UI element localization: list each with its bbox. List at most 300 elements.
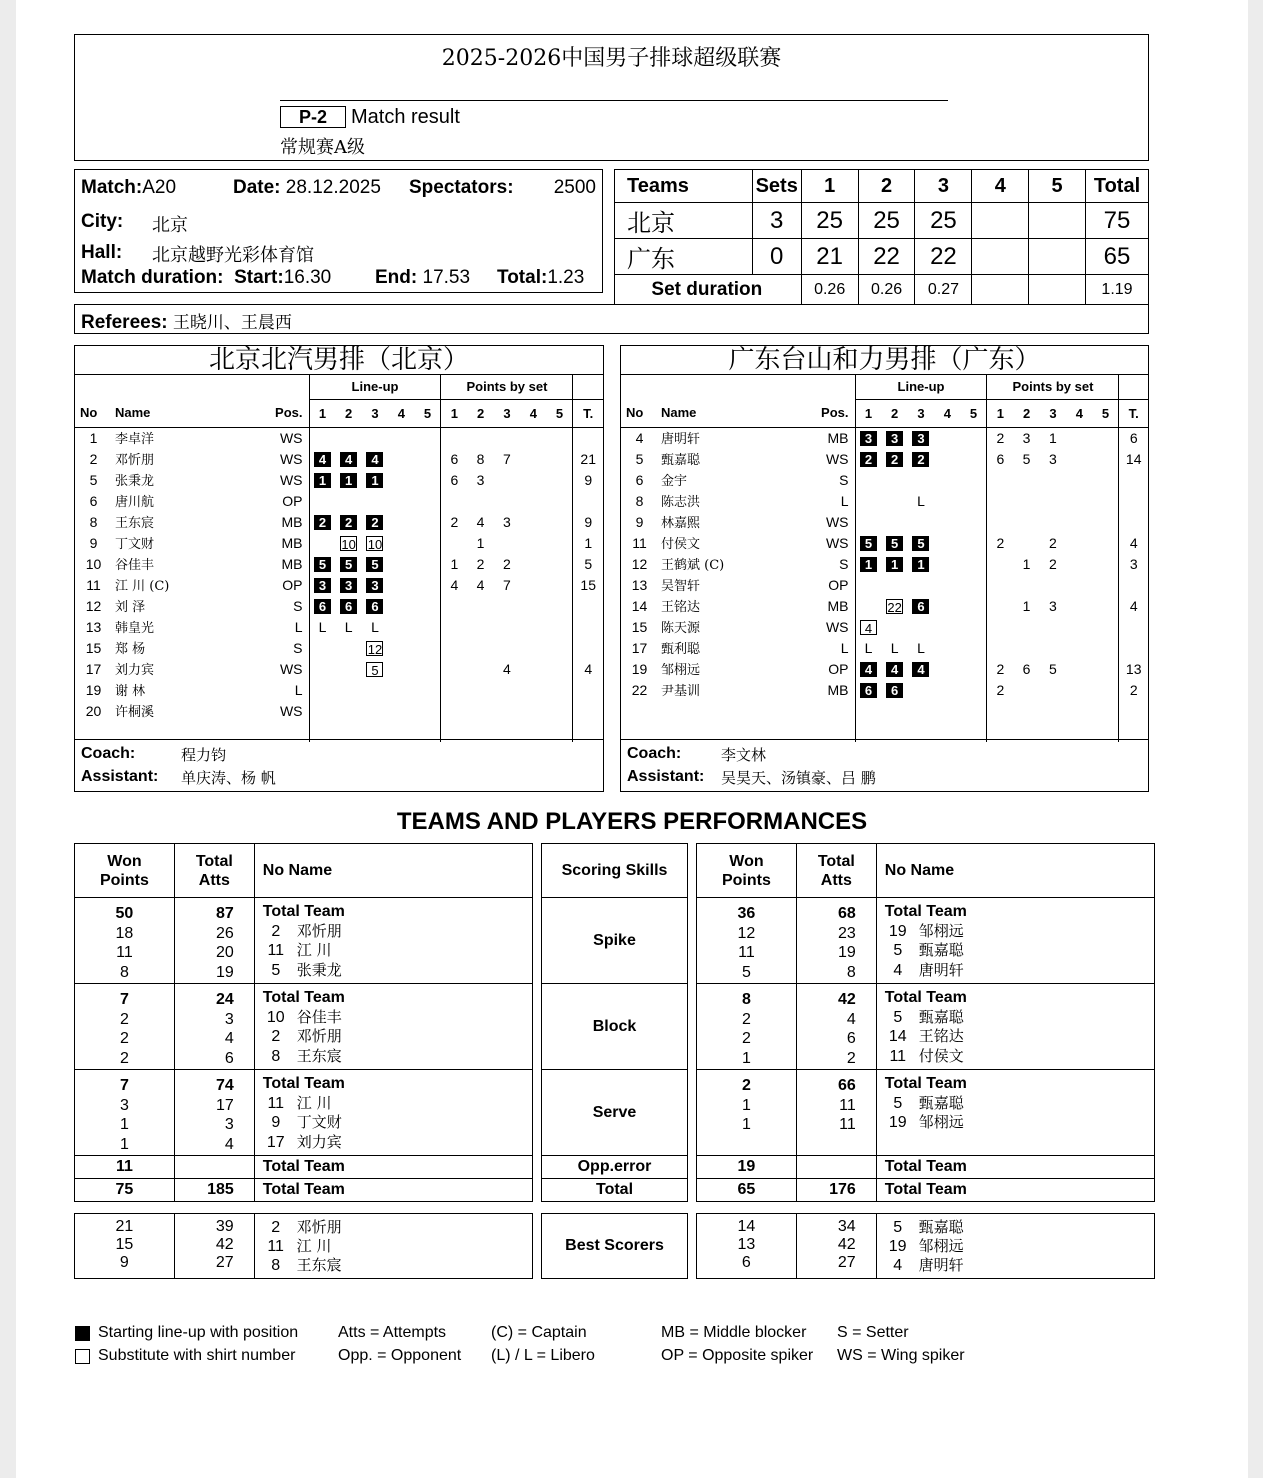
total-points [573,595,603,616]
set-points [441,427,467,448]
player-row [621,595,1148,616]
total-points: 21 [573,448,603,469]
player-no: 12 [631,555,648,572]
player-pos: OP [282,492,303,509]
assistant-names: 吴昊天、汤镇豪、吕 鹏 [721,769,876,787]
player-row [75,637,603,658]
legend-setter: S = Setter [837,1324,909,1341]
set-points [520,658,546,679]
won-value: 2 [119,1030,129,1047]
player-pos: WS [825,534,849,551]
performances-title: TEAMS AND PLAYERS PERFORMANCES [396,808,868,835]
set-duration: 0.27 [915,275,972,305]
lineup-cell [961,511,987,532]
lineup-cell [335,637,361,658]
total-points: 6 [1119,427,1148,448]
lineup-cell [415,616,441,637]
starting-position: 1 [340,473,357,488]
player-row [621,448,1148,469]
set-points: 2 [987,679,1013,700]
atts-value [174,1156,254,1179]
set-points: 8 [476,450,485,467]
total-team-label: Total Team [262,903,345,920]
total-team-label: Total Team [876,1156,1154,1179]
starting-position: 5 [314,557,331,572]
set-score [1029,239,1086,275]
player-row [75,595,603,616]
set-score [1029,203,1086,239]
header-box [74,34,1149,161]
pos-header: Pos. [275,405,303,421]
starting-position: 4 [366,452,383,467]
player-name: 甄嘉聪 [918,1093,964,1112]
lineup-cell [934,469,960,490]
atts-value: 176 [796,1179,876,1202]
won-value: 75 [75,1179,175,1202]
set-points [547,679,573,700]
set-points [520,427,546,448]
empty [655,700,795,721]
lineup-cell [855,469,881,490]
set-points [520,595,546,616]
name-header: Name [115,405,151,421]
sets-won: 3 [752,203,801,239]
player-name: 谷佳丰 [115,558,155,573]
set-points [467,427,493,448]
player-name: 江 川 [296,1237,332,1255]
atts-value: 11 [839,1116,856,1133]
col-total: Total [1086,170,1149,203]
atts-value: 26 [215,924,234,942]
lineup-cell [881,511,907,532]
player-name: 邓忻朋 [296,1027,342,1045]
set-points: 4 [441,574,467,595]
lineup-cell [362,511,388,532]
lineup-cell [881,574,907,595]
player-pos: OP [828,660,849,677]
player-name: 刘力宾 [115,663,155,678]
player-pos: MB [827,681,849,698]
set-num: 5 [1101,405,1110,421]
set-points [520,679,546,700]
player-entry [263,1027,532,1047]
home-best-scorers-table [74,1213,533,1279]
atts-value: 34 [837,1218,856,1235]
set-points [520,469,546,490]
lineup-cell [362,637,388,658]
set-points [494,637,520,658]
lineup-cell [309,700,335,721]
lineup-cell [961,553,987,574]
lineup-cell [934,427,960,448]
atts-cell [796,1214,876,1279]
lineup-cell [908,532,934,553]
lineup-cell [934,490,960,511]
total-atts-header: Total Atts [174,844,254,898]
player-row [75,469,603,490]
lineup-cell [388,532,414,553]
skill-row [75,898,533,984]
total-team-label: Total Team [254,1179,532,1202]
set-points [1066,490,1092,511]
atts-value: 2 [846,1049,856,1067]
atts-value: 42 [215,1236,234,1253]
set-points [441,532,467,553]
total-team-label: Total Team [262,1075,345,1092]
title-rule [280,100,948,101]
total-points: 9 [573,469,603,490]
set-points [1040,574,1066,595]
player-name: 江 川 [296,941,332,959]
player-entry [885,1027,1154,1047]
player-pos: OP [828,576,849,593]
starting-position: 6 [912,599,929,614]
competition-title: 2025-2026中国男子排球超级联赛 [441,46,782,71]
player-pos: WS [825,450,849,467]
atts-cell [174,1070,254,1156]
lineup-cell [335,448,361,469]
total-points: 3 [1119,553,1148,574]
atts-cell [796,1070,876,1156]
set-points [1066,679,1092,700]
total-team-label: Total Team [884,1075,967,1092]
total-team-label: Total Team [884,989,967,1006]
set-points [547,658,573,679]
empty [621,700,655,721]
hall-label: Hall: [81,242,123,263]
player-name: 甄嘉聪 [918,941,964,959]
lineup-cell [415,511,441,532]
won-value: 1 [741,1116,751,1133]
duration-label: Match duration: [81,267,224,288]
player-pos: S [293,597,303,614]
player-entry [263,1113,532,1133]
lineup-cell [881,595,907,616]
lineup-cell [908,448,934,469]
player-name: 陈天源 [661,621,701,636]
col-teams: Teams [615,170,753,203]
player-pos: WS [279,450,303,467]
player-pos: L [294,681,303,698]
player-row [621,679,1148,700]
atts-value: 19 [837,944,856,961]
player-no: 2 [271,922,281,940]
set-points [1040,469,1066,490]
player-pos: L [294,618,303,635]
home-team-title: 北京北汽男排（北京） [75,346,603,375]
lineup-cell [855,637,881,658]
assistant-label: Assistant: [81,768,159,785]
player-name: 尹基训 [661,684,701,699]
won-value: 36 [737,905,756,922]
player-name: 王东宸 [296,1256,342,1274]
player-no: 19 [631,660,648,677]
match-label: Match: [81,177,143,198]
team-name: 北京 [615,203,753,239]
player-pos: WS [825,618,849,635]
total-team-label: Total Team [262,989,345,1006]
referees-box [74,304,1149,334]
total-row [697,1179,1155,1202]
total-points [573,490,603,511]
set-score: 25 [801,203,858,239]
substitute-number: 4 [860,620,877,635]
total-points [573,637,603,658]
name-cell [876,1214,1154,1279]
lineup-cell [908,574,934,595]
set-points [1040,679,1066,700]
player-name: 付侯文 [661,537,701,552]
set-points [547,574,573,595]
name-cell [254,984,532,1070]
player-no: 14 [888,1028,907,1045]
won-value: 11 [116,944,133,961]
lineup-cell [362,700,388,721]
atts-value: 6 [846,1030,856,1047]
legend-substitute: Substitute with shirt number [98,1347,296,1364]
player-no: 1 [89,429,98,446]
set-points [1093,658,1119,679]
col-set3: 3 [915,170,972,203]
date-label: Date: [233,177,281,198]
set-points: 2 [503,555,511,572]
set-points [987,490,1013,511]
empty [1013,700,1039,721]
player-row [75,427,603,448]
name-header: Name [661,405,697,421]
player-entry [885,1094,1154,1114]
won-value: 14 [737,1218,756,1235]
lineup-cell [388,574,414,595]
atts-value: 66 [837,1077,856,1094]
starting-position: 3 [912,431,929,446]
won-value: 3 [119,1096,129,1114]
set-points [547,637,573,658]
lineup-cell [309,574,335,595]
player-row [75,700,603,721]
total-points: 4 [1119,532,1148,553]
opp-error-row [75,1156,533,1179]
no-name-header: No Name [876,844,1154,898]
player-name: 林嘉熙 [661,516,701,531]
lineup-cell [908,469,934,490]
team-name: 广东 [615,239,753,275]
player-no: 5 [89,471,98,488]
lineup-cell [934,574,960,595]
empty [1066,700,1092,721]
atts-value: 8 [846,963,856,981]
player-pos: S [293,639,303,656]
lineup-cell [362,679,388,700]
substitute-number: 10 [367,536,383,552]
total-score: 75 [1086,203,1149,239]
away-best-scorers-table [696,1213,1155,1279]
set-points [547,595,573,616]
total-points [573,700,603,721]
lineup-cell [934,511,960,532]
substitute-number: 22 [887,599,902,615]
starting-position: 6 [860,683,877,698]
total-points: 5 [573,553,603,574]
won-value: 21 [115,1218,134,1235]
lineup-cell [881,637,907,658]
won-cell [75,1070,175,1156]
lineup-cell [855,448,881,469]
lineup-cell [309,490,335,511]
total-points: 14 [1119,448,1148,469]
lineup-cell [388,427,414,448]
player-no: 5 [893,942,903,959]
set-points: 7 [503,576,511,593]
set-points [1040,490,1066,511]
starting-position: 6 [886,683,903,698]
name-cell [254,1214,532,1279]
substitute-number: 10 [341,536,356,552]
set-points [1093,427,1119,448]
starting-position: 2 [366,515,383,530]
set-points [520,700,546,721]
score-sheet-page [16,0,1248,1478]
player-no: 22 [631,681,648,698]
set-duration-label: Set duration [615,275,802,305]
set-score: 21 [801,239,858,275]
player-no: 11 [889,1047,907,1065]
starting-position: 2 [886,452,903,467]
set-score: 22 [915,239,972,275]
player-name: 甄嘉聪 [918,1218,964,1236]
player-entry [263,1133,532,1153]
set-points: 2 [441,511,467,532]
set-points [1066,469,1092,490]
set-points [441,658,467,679]
set-points [1066,427,1092,448]
starting-position: 2 [340,515,357,530]
set-points [467,679,493,700]
skill-row [75,984,533,1070]
lineup-cell [388,469,414,490]
total-points: 13 [1119,658,1148,679]
lineup-cell [362,658,388,679]
lineup-cell [934,679,960,700]
best-scorers-label-table [541,1213,688,1279]
set-points [547,532,573,553]
set-points [467,637,493,658]
atts-value: 68 [837,905,856,922]
set-num: 3 [371,405,379,421]
total-duration: 1.19 [1086,275,1149,305]
lineup-cell [934,448,960,469]
lineup-cell [335,490,361,511]
skill-label: Total [542,1179,688,1202]
lineup-cell [908,490,934,511]
player-name: 甄利聪 [661,642,701,657]
lineup-cell [881,448,907,469]
lineup-cell [362,490,388,511]
starting-position: 4 [340,452,357,467]
pos-header: Pos. [821,405,849,421]
player-name: 唐明轩 [918,1256,964,1274]
name-cell [254,898,532,984]
lineup-cell [415,448,441,469]
lineup-cell [309,448,335,469]
set-points [547,553,573,574]
set-points [520,574,546,595]
player-name: 许桐溪 [115,705,155,720]
set-points [520,616,546,637]
lineup-cell [362,574,388,595]
player-no: 11 [267,1094,285,1112]
atts-value: 4 [846,1010,856,1028]
lineup-cell [362,616,388,637]
set-points: 2 [476,555,485,572]
empty [987,700,1013,721]
set-points [1066,658,1092,679]
libero-mark: L [318,618,327,635]
player-no: 14 [631,597,648,614]
starting-position: 5 [860,536,877,551]
player-no: 6 [89,492,98,509]
set-points [467,616,493,637]
home-roster-table [75,375,603,742]
player-no: 6 [635,471,644,488]
player-name: 刘力宾 [296,1132,342,1151]
won-value: 8 [741,991,751,1008]
lineup-cell [309,553,335,574]
player-name: 王鹤斌 (C) [661,558,725,573]
player-entry [263,922,532,942]
player-name: 吴智轩 [661,579,701,594]
substitute-number: 5 [366,662,383,677]
starting-position: 5 [912,536,929,551]
set-points [987,595,1013,616]
total-points [573,679,603,700]
total-points: 1 [573,532,603,553]
atts-value: 42 [837,991,856,1008]
player-entry [263,1237,532,1256]
set-points [547,616,573,637]
libero-mark: L [344,618,353,635]
set-num: 3 [1049,405,1057,421]
skill-row [75,1070,533,1156]
won-value: 2 [741,1030,751,1047]
lineup-cell [881,427,907,448]
set-score: 25 [915,203,972,239]
lineup-cell [415,679,441,700]
lineup-cell [908,427,934,448]
empty [908,700,934,721]
lineup-cell [362,595,388,616]
player-row [621,616,1148,637]
player-entry [885,1008,1154,1028]
set-points: 4 [476,513,485,530]
won-cell [697,984,797,1070]
total-team-label: Total Team [254,1156,532,1179]
starting-position: 5 [886,536,903,551]
set-points [1066,637,1092,658]
atts-cell [174,1214,254,1279]
won-cell [697,1214,797,1279]
total-points [1119,637,1148,658]
set-points [520,637,546,658]
set-points [441,679,467,700]
player-no: 5 [893,1094,903,1112]
assistant-names: 单庆涛、杨 帆 [181,769,276,787]
atts-value: 17 [215,1096,234,1114]
result-row-home [615,203,1149,239]
result-header-row [615,170,1149,203]
start-label: Start: [234,267,284,288]
player-row [621,511,1148,532]
